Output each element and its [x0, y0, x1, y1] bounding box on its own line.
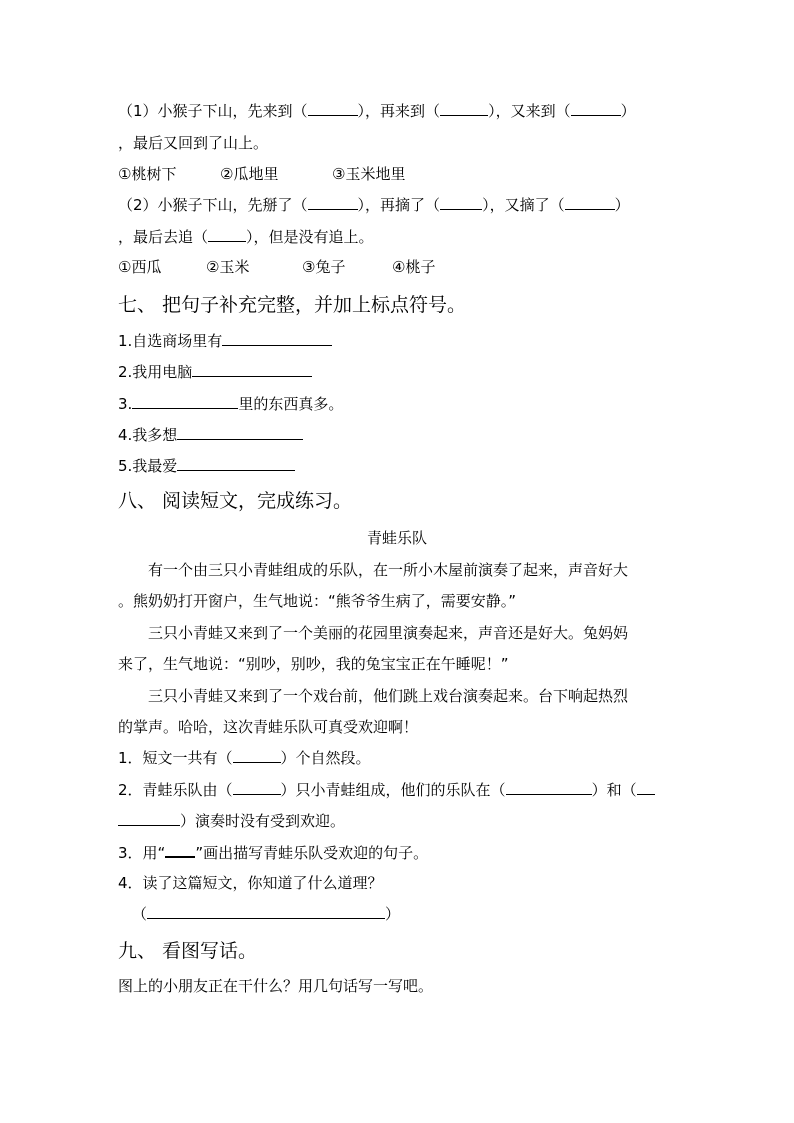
- passage-line: 有一个由三只小青蛙组成的乐队，在一所小木屋前演奏了起来，声音好大: [148, 561, 629, 579]
- text: 2．青蛙乐队由（: [118, 781, 233, 799]
- answer-blank[interactable]: [177, 425, 303, 440]
- text: 2.我用电脑: [118, 363, 193, 381]
- answer-blank[interactable]: [222, 331, 332, 346]
- text: 1．短文一共有（: [118, 749, 233, 767]
- reading-question-3: [118, 842, 428, 863]
- text: ）: [620, 102, 636, 120]
- sentence-item: [118, 456, 295, 476]
- answer-blank[interactable]: [440, 195, 482, 210]
- passage-title: 青蛙乐队: [366, 529, 427, 547]
- option-item: ②瓜地里: [220, 165, 279, 183]
- answer-blank[interactable]: [208, 227, 246, 242]
- option-item: ④桃子: [392, 258, 436, 276]
- text: ），但是没有追上。: [246, 228, 374, 246]
- text: ），再来到（: [357, 102, 441, 120]
- text: ）: [385, 905, 401, 923]
- text: 里的东西真多。: [238, 395, 344, 413]
- reading-question-4-answer: [132, 904, 400, 924]
- text: ），又来到（: [488, 102, 571, 120]
- option-item: ③兔子: [302, 258, 346, 276]
- section-7-heading: 七、 把句子补充完整，并加上标点符号。: [118, 294, 467, 316]
- text: ）: [614, 196, 630, 214]
- sentence-item: [118, 362, 312, 382]
- question-6-1-options: [118, 164, 405, 184]
- answer-blank[interactable]: [233, 748, 281, 763]
- answer-blank[interactable]: [308, 101, 358, 116]
- underline-sample: [165, 842, 195, 858]
- text: 3.: [118, 395, 133, 413]
- text: ），再摘了（: [357, 196, 441, 214]
- reading-question-2-line2: [118, 811, 345, 831]
- text: 3．用“: [118, 844, 166, 862]
- answer-blank[interactable]: [233, 780, 281, 795]
- text: （: [132, 905, 148, 923]
- answer-blank[interactable]: [147, 904, 385, 919]
- answer-blank[interactable]: [177, 456, 295, 471]
- writing-prompt: 图上的小朋友正在干什么？用几句话写一写吧。: [118, 977, 434, 995]
- text: （1）小猴子下山，先来到（: [118, 102, 308, 120]
- question-6-1: [118, 101, 636, 121]
- option-item: ①西瓜: [118, 258, 162, 276]
- section-9-heading: 九、 看图写话。: [118, 940, 258, 962]
- answer-blank[interactable]: [308, 195, 358, 210]
- text: 5.我最爱: [118, 457, 178, 475]
- passage-line: 。熊奶奶打开窗户，生气地说：“熊爷爷生病了，需要安静。”: [118, 592, 517, 610]
- text: ）和（: [591, 781, 637, 799]
- reading-question-2: [118, 780, 655, 800]
- passage-line: 来了，生气地说：“别吵，别吵，我的兔宝宝正在午睡呢！”: [118, 655, 509, 673]
- text: ，最后去追（: [118, 228, 209, 246]
- option-item: ③玉米地里: [332, 165, 406, 183]
- option-item: ②玉米: [206, 258, 250, 276]
- reading-question-4: 4．读了这篇短文，你知道了什么道理？: [118, 874, 383, 892]
- text: 1.自选商场里有: [118, 332, 223, 350]
- answer-blank[interactable]: [132, 394, 238, 409]
- option-item: ①桃树下: [118, 165, 177, 183]
- answer-blank[interactable]: [565, 195, 615, 210]
- answer-blank[interactable]: [637, 780, 655, 795]
- passage-line: 三只小青蛙又来到了一个戏台前，他们跳上戏台演奏起来。台下响起热烈: [148, 687, 629, 705]
- sentence-item: [118, 394, 343, 414]
- answer-blank[interactable]: [440, 101, 488, 116]
- sentence-item: [118, 425, 303, 445]
- answer-blank[interactable]: [118, 811, 180, 826]
- question-6-2-options: [118, 257, 435, 277]
- text: ）个自然段。: [280, 749, 371, 767]
- question-6-2: [118, 195, 630, 215]
- passage-line: 的掌声。哈哈，这次青蛙乐队可真受欢迎啊！: [118, 718, 419, 736]
- passage-line: 三只小青蛙又来到了一个美丽的花园里演奏起来，声音还是好大。兔妈妈: [148, 624, 629, 642]
- question-6-2-line2: [118, 227, 374, 247]
- section-8-heading: 八、 阅读短文，完成练习。: [118, 490, 353, 512]
- text: 4.我多想: [118, 426, 178, 444]
- text: （2）小猴子下山，先掰了（: [118, 196, 308, 214]
- text: ）演奏时没有受到欢迎。: [180, 812, 346, 830]
- answer-blank[interactable]: [506, 780, 592, 795]
- reading-question-1: [118, 748, 371, 768]
- text: ”画出描写青蛙乐队受欢迎的句子。: [195, 844, 429, 862]
- answer-blank[interactable]: [192, 362, 312, 377]
- sentence-item: [118, 331, 332, 351]
- question-6-1-line2: ，最后又回到了山上。: [118, 134, 269, 152]
- text: ）只小青蛙组成，他们的乐队在（: [280, 781, 506, 799]
- answer-blank[interactable]: [571, 101, 621, 116]
- text: ），又摘了（: [482, 196, 565, 214]
